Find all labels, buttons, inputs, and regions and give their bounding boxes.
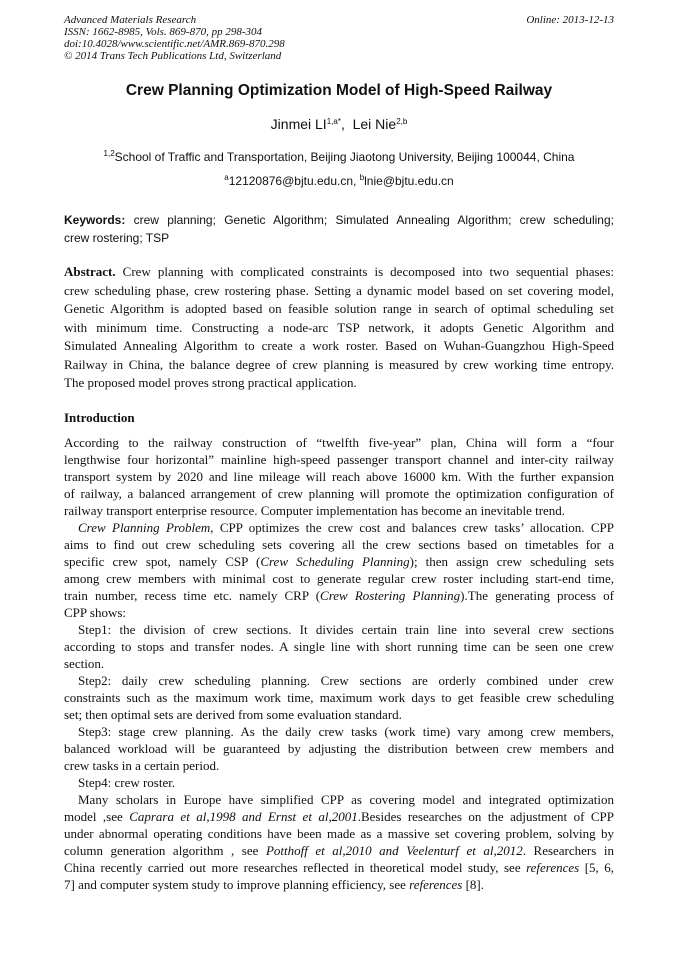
text-line [64,468,614,485]
text-line [64,825,614,842]
text: .Besides researches on the adjustment of CPP [357,809,614,824]
italic-text: references [409,877,463,892]
text: China recently carried out more researches reflected in theoretical model study, see [64,860,527,875]
text-line [64,519,614,536]
text: Genetic Algorithm is adopted based on feasible solution range in search of optimal scheduling set [64,301,614,316]
text-line [64,859,614,876]
text: According to the railway construction of “twelfth five-year” plan, China will form a “four [64,435,614,450]
text: set; then optimal sets are derived from some evaluation standard. [64,707,402,722]
text: of railway, a balanced arrangement of crew planning will promote the optimization configuration of [64,486,614,501]
text: under abnormal operating conditions have been made as a massive set covering problem, solving by [64,826,614,841]
text-line [64,356,614,375]
text-line [64,842,614,859]
text: CPP shows: [64,605,127,620]
email: 12120876@bjtu.edu.cn [228,174,354,188]
keywords-text: crew rostering; TSP [64,231,170,245]
abstract [64,263,614,393]
text: column generation algorithm , see [64,843,266,858]
journal-name: Advanced Materials Research [64,14,197,26]
keywords-label: Keywords: [64,213,126,227]
text-line [64,587,614,604]
author-name: Lei Nie [352,116,397,132]
affiliation-text: School of Traffic and Transportation, Beijing Jiaotong University, Beijing 100044, China [114,150,575,164]
italic-text: Caprara et al,1998 and Ernst et al,2001 [129,809,358,824]
text-line [64,319,614,338]
text: Simulated Annealing Algorithm to create a work roster. Based on Wuhan-Guangzhou High-Speed [64,338,614,353]
text-line [64,502,614,519]
text: lengthwise four horizontal” mainline high-speed passenger transport channel and inter-city railway [64,452,614,467]
text: aims to find out crew scheduling sets covering all the crew sections based on timetables for a [64,537,614,552]
text: section. [64,656,105,671]
text-line [64,337,614,356]
email-sup: b [359,173,365,182]
text-line [64,876,614,893]
text: train number, recess time etc. namely CRP ( [64,588,321,603]
author-name: Jinmei LI [270,116,327,132]
issn: ISSN: 1662-8985, Vols. 869-870, pp 298-304 [64,26,262,38]
introduction-body [64,434,614,893]
text: Crew planning with complicated constraints is decomposed into two sequential phases: [115,264,614,279]
text: with minimum time. Constructing a node-arc TSP network, it adopts Genetic Algorithm and [64,319,614,335]
text-line [64,621,614,638]
copyright: © 2014 Trans Tech Publications Ltd, Switzerland [64,50,282,62]
text: Step1: the division of crew sections. It divides certain train line into several crew sections [78,622,614,637]
text: . Researchers in [522,843,614,858]
text-line [64,723,614,740]
journal-header [64,14,614,62]
text-line [64,740,614,757]
italic-text: references [526,860,580,875]
authors [0,116,678,132]
text: balanced workload will be guaranteed by adjusting the distribution between crew members and [64,741,614,756]
keywords [64,211,614,247]
text-line [64,485,614,502]
text-line [64,604,614,621]
emails [0,174,678,188]
text-line [64,282,614,301]
text: ); then assign crew scheduling sets [409,554,614,569]
text: constraints such as the maximum work time, maximum work days to get feasible crew scheduling [64,690,614,705]
text-line [64,672,614,689]
text-line [64,570,614,587]
email-separator: , [353,174,360,188]
text-line [64,689,614,706]
abstract-label: Abstract. [64,264,116,279]
text-line [64,791,614,808]
text-line [64,757,614,774]
online-date: Online: 2013-12-13 [526,14,614,26]
text: Many scholars in Europe have simplified CPP as covering model and integrated optimization [78,792,614,807]
section-heading: Introduction [64,410,135,425]
text: according to stops and transfer nodes. A single line with short running time can be seen one crew [64,639,614,654]
doi: doi:10.4028/www.scientific.net/AMR.869-870.298 [64,38,285,50]
text: crew scheduling phase, crew rostering phase. Setting a dynamic model based on set covering model, [64,282,614,298]
text: Railway in China, the balance degree of crew planning is measured by crew working time entropy. [64,356,614,372]
text-line [64,774,614,791]
text: The proposed model proves strong practical application. [64,375,357,390]
text-line [64,536,614,553]
text-line [64,263,614,282]
text-line [64,434,614,451]
text: Step4: crew roster. [78,775,176,790]
text: specific crew spot, namely CSP ( [64,554,261,569]
text: transport system by 2020 and line mileage will reach above 16000 km. With the further expansion [64,469,614,484]
text: railway transport enterprise resource. Computer implementation has become an inevitable trend. [64,503,566,518]
text: Step3: stage crew planning. As the daily crew tasks (work time) vary among crew members, [78,724,614,739]
text-line [64,553,614,570]
author-sup: 1,a* [326,117,341,126]
text: among crew members with minimal cost to generate regular crew roster including start-end time, [64,571,614,586]
italic-text: Crew Planning Problem [78,520,211,535]
text-line [64,374,614,393]
text-line [64,638,614,655]
text: ).The generating process of [460,588,614,603]
text: crew tasks in a certain period. [64,758,220,773]
italic-text: Crew Rostering Planning [320,588,461,603]
affiliation [0,150,678,164]
email: lnie@bjtu.edu.cn [364,174,454,188]
text-line [64,808,614,825]
text-line [64,706,614,723]
text: [8]. [462,877,484,892]
text: 7] and computer system study to improve planning efficiency, see [64,877,410,892]
text-line [64,451,614,468]
text: Step2: daily crew scheduling planning. Crew sections are orderly combined under crew [78,673,614,688]
keywords-text: crew planning; Genetic Algorithm; Simulated Annealing Algorithm; crew scheduling; [125,213,614,227]
text: , CPP optimizes the crew cost and balances crew tasks’ allocation. CPP [210,520,614,535]
text-line [64,655,614,672]
italic-text: Crew Scheduling Planning [260,554,410,569]
text-line [64,300,614,319]
text: model ,see [64,809,130,824]
email-sup: a [224,173,229,182]
text: [5, 6, [579,860,614,875]
paper-title: Crew Planning Optimization Model of High-Speed Railway [125,82,553,99]
author-sup: 2,b [396,117,408,126]
author-separator: , [340,116,353,132]
affiliation-sup: 1,2 [103,149,115,158]
italic-text: Potthoff et al,2010 and Veelenturf et al,2012 [265,843,523,858]
